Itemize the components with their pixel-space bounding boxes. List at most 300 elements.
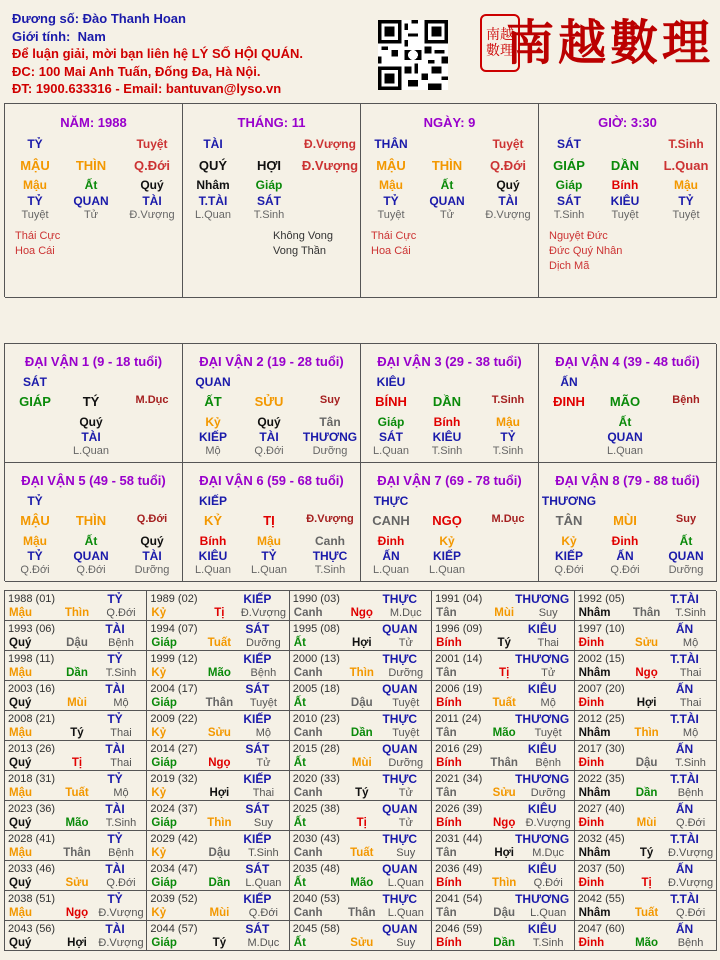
year-life-stage: Tử (398, 817, 413, 829)
year-branch: Dậu (208, 847, 231, 859)
year-label: 2006 (19) (435, 683, 483, 695)
pillar-cell: THÂN (374, 137, 408, 151)
dai-van-title: ĐẠI VẬN 5 (49 - 58 tuổi) (21, 473, 166, 488)
year-god: QUAN (382, 802, 418, 816)
year-life-stage: Đ.Vượng (667, 877, 714, 889)
year-life-stage: Tuyệt (534, 727, 562, 739)
year-life-stage: Q.Đới (106, 607, 136, 619)
year-label: 2027 (40) (577, 803, 625, 815)
dai-van-life: Q.Đới (610, 564, 640, 576)
year-god: T.TÀI (670, 772, 699, 786)
year-stem: Bính (436, 757, 462, 769)
pillar-star: Thái Cực (371, 230, 417, 242)
year-cell (5, 861, 147, 891)
year-branch: Mão (207, 667, 231, 679)
year-branch: Tuất (65, 787, 89, 799)
year-label: 2020 (33) (292, 773, 340, 785)
year-cell (147, 831, 289, 861)
pillar-cell: Đ.Vượng (301, 158, 359, 173)
year-stem: Ất (293, 757, 306, 769)
dai-van-life: T.Sinh (492, 445, 524, 457)
year-stem: Nhâm (578, 607, 611, 619)
year-label: 1988 (01) (8, 593, 56, 605)
gender-label: Giới tính: (12, 28, 71, 44)
pillar-2 (361, 104, 539, 298)
pillar-title: NĂM: 1988 (60, 115, 127, 130)
dai-van-hidden-god: TỶ (261, 549, 277, 563)
year-label: 2031 (44) (435, 833, 483, 845)
dai-van-life: Q.Đới (554, 564, 584, 576)
year-label: 2046 (59) (435, 923, 483, 935)
pillar-cell: Tử (439, 209, 455, 221)
year-stem: Tân (436, 727, 457, 739)
year-label: 1990 (03) (292, 593, 340, 605)
year-cell (575, 801, 717, 831)
dai-van-status: Suy (675, 513, 697, 525)
year-branch: Tý (497, 637, 511, 649)
year-label: 1991 (04) (435, 593, 483, 605)
year-branch: Dậu (635, 757, 658, 769)
year-branch: Tị (499, 667, 510, 679)
year-cell (432, 681, 574, 711)
year-branch: Thìn (634, 727, 659, 739)
year-cell (147, 861, 289, 891)
year-label: 2043 (56) (8, 923, 56, 935)
dai-van-hidden: Kỷ (205, 415, 221, 429)
year-branch: Tý (212, 937, 227, 949)
pillar-cell: QUAN (73, 194, 109, 208)
year-branch: Tị (356, 817, 367, 829)
year-stem: Quý (9, 697, 32, 709)
year-god: KIÊU (527, 742, 557, 756)
year-god: TỶ (107, 772, 123, 786)
dai-van-hidden: Kỷ (439, 534, 455, 548)
year-label: 2039 (52) (150, 893, 198, 905)
year-cell (575, 591, 717, 621)
dai-van-hidden-god: TỶ (27, 549, 43, 563)
pillar-0 (5, 104, 183, 298)
year-cell (432, 651, 574, 681)
year-god: ẤN (675, 922, 694, 936)
year-label: 2045 (58) (292, 923, 340, 935)
year-stem: Kỷ (151, 787, 167, 799)
year-label: 2018 (31) (8, 773, 56, 785)
year-label: 2013 (26) (8, 743, 56, 755)
year-life-stage: Đ.Vượng (240, 607, 286, 619)
dai-van-chi: DẦN (432, 394, 462, 409)
dai-van-chi: SỬU (254, 394, 284, 409)
pillar-cell: Tuyệt (136, 137, 168, 151)
pillar-cell: Q.Đới (134, 158, 170, 173)
year-branch: Thân (348, 907, 376, 919)
dai-van-hidden-god: KIẾP (432, 549, 461, 563)
pillar-title: NGÀY: 9 (423, 115, 476, 130)
year-label: 2003 (16) (8, 683, 56, 695)
year-god: SÁT (245, 922, 270, 936)
year-label: 2026 (39) (435, 803, 483, 815)
year-cell (147, 651, 289, 681)
year-cell (290, 591, 432, 621)
year-life-stage: L.Quan (387, 877, 424, 889)
year-life-stage: Dưỡng (530, 787, 566, 799)
dai-van-hidden-god: TÀI (142, 549, 162, 563)
year-branch: Tuất (350, 847, 374, 859)
year-cell (290, 771, 432, 801)
year-stem: Kỷ (151, 667, 167, 679)
year-branch: Tuất (492, 697, 516, 709)
dai-van-chi: NGỌ (432, 513, 462, 528)
year-cell (290, 651, 432, 681)
year-label: 2007 (20) (577, 683, 625, 695)
pillar-cell: SÁT (557, 194, 581, 208)
year-label: 1994 (07) (150, 623, 198, 635)
pillar-cell: Ất (84, 178, 98, 192)
year-cell (5, 741, 147, 771)
year-life-stage: Thai (110, 727, 132, 739)
year-label: 2009 (22) (150, 713, 198, 725)
year-life-stage: Thai (252, 787, 275, 799)
year-branch: Mão (350, 877, 374, 889)
pillar-cell: THÌN (431, 158, 463, 173)
year-stem: Canh (293, 787, 323, 799)
year-life-stage: Thai (679, 667, 702, 679)
pillar-cell: GIÁP (553, 158, 585, 173)
year-branch: Ngọ (65, 907, 89, 919)
year-life-stage: Đ.Vượng (98, 937, 144, 949)
year-branch: Thìn (207, 817, 232, 829)
year-branch: Tý (355, 787, 369, 799)
year-branch: Tý (639, 847, 654, 859)
pillar-1 (183, 104, 361, 298)
year-stem: Đinh (578, 757, 605, 769)
year-label: 2017 (30) (577, 743, 625, 755)
pillar-cell: L.Quan (194, 209, 232, 221)
year-cell (290, 741, 432, 771)
year-cell (147, 771, 289, 801)
pillar-star: Thái Cực (15, 230, 61, 242)
year-stem: Canh (293, 847, 323, 859)
year-cell (5, 711, 147, 741)
year-life-stage: Tuyệt (392, 697, 420, 709)
year-branch: Ngọ (492, 817, 516, 829)
year-stem: Quý (9, 937, 32, 949)
year-branch: Hợi (636, 697, 657, 709)
pillar-cell: Quý (140, 178, 164, 192)
year-life-stage: Tuyệt (249, 697, 277, 709)
dai-van-life: Q.Đới (254, 445, 284, 457)
dai-van-title: ĐẠI VẬN 4 (39 - 48 tuổi) (555, 354, 700, 369)
year-god: THƯƠNG (515, 652, 570, 666)
year-cell (575, 861, 717, 891)
dai-van-life: L.Quan (250, 564, 288, 576)
year-label: 2035 (48) (292, 863, 340, 875)
year-stem: Kỷ (151, 847, 167, 859)
year-life-stage: Mộ (255, 727, 272, 739)
pillar-cell: Giáp (555, 178, 583, 192)
year-stem: Ất (293, 937, 306, 949)
year-god: THƯƠNG (515, 712, 570, 726)
dai-van-title: ĐẠI VẬN 1 (9 - 18 tuổi) (24, 354, 163, 369)
year-god: ẤN (675, 802, 694, 816)
year-god: QUAN (382, 622, 418, 636)
year-branch: Sửu (635, 637, 659, 649)
dai-van-hidden: Ất (84, 534, 98, 548)
year-god: THỰC (382, 652, 418, 666)
year-cell (432, 591, 574, 621)
year-god: THỰC (382, 772, 418, 786)
pillar-star-secondary: Không Vong (273, 230, 333, 242)
year-stem: Bính (436, 937, 462, 949)
dai-van-can: BÍNH (375, 394, 407, 409)
year-label: 1992 (05) (577, 593, 625, 605)
year-god: SÁT (245, 862, 270, 876)
year-stem: Tân (436, 787, 457, 799)
year-branch: Dần (350, 727, 373, 739)
pillar-cell: Tuyệt (377, 209, 405, 221)
pillar-cell: Mậu (379, 178, 403, 192)
year-branch: Sửu (492, 787, 516, 799)
year-stem: Đinh (578, 637, 605, 649)
dai-van-7 (361, 463, 539, 582)
pillar-cell: Mậu (674, 178, 698, 192)
year-stem: Kỷ (151, 907, 167, 919)
year-label: 2016 (29) (435, 743, 483, 755)
pillar-cell: Đ.Vượng (129, 209, 175, 221)
pillar-title: THÁNG: 11 (237, 115, 306, 130)
year-stem: Canh (293, 907, 323, 919)
year-god: TÀI (105, 682, 125, 696)
year-label: 2011 (24) (435, 713, 482, 725)
year-cell (5, 651, 147, 681)
year-cell (575, 621, 717, 651)
pillar-star: Hoa Cái (15, 245, 55, 257)
year-god: ẤN (675, 862, 694, 876)
year-cell (5, 621, 147, 651)
year-label: 2004 (17) (150, 683, 198, 695)
dai-van-hidden: Mậu (496, 415, 520, 429)
year-branch: Dậu (493, 907, 516, 919)
year-branch: Tị (214, 607, 225, 619)
year-stem: Giáp (151, 697, 177, 709)
year-life-stage: Dưỡng (388, 667, 424, 679)
year-cell (575, 891, 717, 921)
year-stem: Bính (436, 697, 462, 709)
year-label: 2032 (45) (577, 833, 625, 845)
year-stem: Giáp (151, 937, 177, 949)
year-god: KIẾP (243, 592, 272, 606)
year-god: TÀI (105, 802, 125, 816)
pillar-cell: SÁT (557, 137, 581, 151)
pillar-cell: Q.Đới (490, 158, 526, 173)
year-cell (147, 621, 289, 651)
dai-van-can: ĐINH (553, 394, 585, 409)
dai-van-hidden: Giáp (377, 415, 405, 429)
year-cell (5, 591, 147, 621)
year-life-stage: M.Dục (389, 607, 422, 619)
contact-line: Để luận giải, mời bạn liên hệ LÝ SỐ HỘI QUÁN. (12, 46, 303, 61)
qr-code-icon (378, 20, 448, 90)
dai-van-status: M.Dục (135, 394, 169, 406)
dai-van-god: ẤN (560, 375, 578, 389)
year-branch: Thân (63, 847, 91, 859)
year-label: 2021 (34) (435, 773, 483, 785)
year-life-stage: Tử (398, 637, 413, 649)
year-branch: Dần (635, 787, 658, 799)
dai-van-can: GIÁP (19, 394, 51, 409)
year-life-stage: Thai (110, 757, 132, 769)
year-cell (5, 921, 147, 951)
year-branch: Thìn (64, 607, 90, 619)
year-stem: Canh (293, 727, 323, 739)
year-cell (575, 651, 717, 681)
dai-van-title: ĐẠI VẬN 8 (79 - 88 tuổi) (555, 473, 700, 488)
year-label: 2047 (60) (577, 923, 625, 935)
year-branch: Mùi (636, 817, 657, 829)
year-cell (147, 891, 289, 921)
year-stem: Quý (9, 637, 32, 649)
dai-van-grid (4, 343, 716, 581)
pillar-cell: KIÊU (610, 194, 640, 208)
year-label: 2028 (41) (8, 833, 56, 845)
year-god: KIÊU (527, 622, 557, 636)
dai-van-god: SÁT (23, 375, 47, 389)
year-branch: Dậu (66, 637, 88, 649)
year-branch: Mùi (67, 697, 87, 709)
year-cell (432, 831, 574, 861)
year-stem: Mậu (9, 727, 32, 739)
year-cell (5, 891, 147, 921)
pillar-cell: QUAN (429, 194, 465, 208)
pillar-cell: T.Sinh (553, 209, 585, 221)
dai-van-life: T.Sinh (314, 564, 346, 576)
year-label: 2000 (13) (292, 653, 340, 665)
pillar-cell: SÁT (257, 194, 281, 208)
year-life-stage: L.Quan (387, 907, 424, 919)
dai-van-can: KỶ (203, 513, 223, 528)
year-branch: Thân (490, 757, 518, 769)
year-cell (575, 711, 717, 741)
year-cell (147, 741, 289, 771)
dai-van-hidden: Đinh (611, 534, 639, 548)
year-branch: Sửu (207, 727, 231, 739)
year-branch: Tuất (207, 637, 232, 649)
year-label: 2029 (42) (150, 833, 198, 845)
dai-van-hidden-god: THỰC (312, 549, 348, 563)
year-label: 2024 (37) (150, 803, 198, 815)
year-cell (147, 591, 289, 621)
four-pillars (4, 103, 716, 297)
year-stem: Tân (436, 847, 457, 859)
dai-van-hidden: Quý (257, 415, 281, 429)
year-stem: Mậu (9, 787, 32, 799)
year-cell (432, 891, 574, 921)
year-stem: Quý (9, 817, 32, 829)
year-label: 1995 (08) (292, 623, 340, 635)
year-branch: Hợi (351, 637, 372, 649)
year-cell (5, 801, 147, 831)
dai-van-hidden-god: SÁT (379, 430, 403, 444)
year-life-stage: M.Dục (247, 937, 280, 949)
year-god: QUAN (382, 922, 418, 936)
pillar-cell: T.Sinh (253, 209, 285, 221)
year-label: 2044 (57) (150, 923, 198, 935)
year-god: SÁT (245, 682, 270, 696)
year-label: 2042 (55) (577, 893, 625, 905)
year-stem: Giáp (151, 817, 177, 829)
dai-van-hidden-god: ẤN (616, 549, 634, 563)
year-stem: Bính (436, 877, 462, 889)
year-branch: Thân (632, 607, 661, 619)
year-god: KIẾP (243, 832, 272, 846)
year-life-stage: Tử (398, 787, 413, 799)
pillar-cell: MẬU (20, 158, 50, 173)
year-life-stage: Bệnh (677, 937, 704, 949)
year-label: 2008 (21) (8, 713, 56, 725)
year-label: 2001 (14) (435, 653, 483, 665)
year-label: 2023 (36) (8, 803, 56, 815)
year-life-stage: Đ.Vượng (667, 847, 714, 859)
year-stem: Bính (436, 817, 462, 829)
year-cell (575, 921, 717, 951)
pillar-3 (539, 104, 717, 298)
dai-van-god: KIÊU (376, 375, 406, 389)
pillar-cell: Tuyệt (611, 209, 639, 221)
year-life-stage: Bệnh (108, 637, 134, 649)
dai-van-status: Suy (319, 394, 341, 406)
year-god: SÁT (245, 622, 270, 636)
year-stem: Tân (436, 607, 457, 619)
dai-van-god: QUAN (195, 375, 231, 389)
dai-van-hidden: Mậu (257, 534, 281, 548)
year-life-stage: T.Sinh (675, 757, 706, 769)
year-life-stage: T.Sinh (105, 817, 137, 829)
year-life-stage: T.Sinh (675, 607, 706, 619)
dai-van-can: MẬU (20, 513, 50, 528)
dai-van-hidden: Ất (618, 415, 632, 429)
pillar-cell: DẦN (610, 158, 640, 173)
year-life-stage: L.Quan (530, 907, 567, 919)
dai-van-god: KIẾP (198, 494, 227, 508)
year-label: 2037 (50) (577, 863, 625, 875)
annual-luck-table (4, 590, 716, 951)
year-stem: Tân (436, 667, 457, 679)
year-label: 2030 (43) (292, 833, 340, 845)
year-branch: Sửu (350, 937, 374, 949)
dai-van-hidden-god: KIÊU (198, 549, 228, 563)
pillar-cell: Giáp (255, 178, 283, 192)
year-branch: Dần (493, 937, 516, 949)
dai-van-status: Bệnh (672, 394, 700, 406)
pillar-cell: T.Sinh (668, 137, 704, 151)
year-branch: Ngọ (635, 667, 658, 679)
pillar-cell: L.Quan (663, 158, 709, 173)
year-life-stage: Bệnh (535, 757, 562, 769)
year-stem: Quý (9, 877, 32, 889)
dai-van-life: L.Quan (72, 445, 110, 457)
year-branch: Dần (66, 667, 88, 679)
year-life-stage: Dưỡng (246, 637, 281, 649)
pillar-cell: MẬU (376, 158, 406, 173)
dai-van-1 (5, 344, 183, 463)
year-branch: Mão (492, 727, 516, 739)
dai-van-6 (183, 463, 361, 582)
name-label: Đương số: (12, 11, 80, 26)
dai-van-status: M.Dục (491, 513, 525, 525)
dai-van-title: ĐẠI VẬN 3 (29 - 38 tuổi) (377, 354, 522, 369)
dai-van-2 (183, 344, 361, 463)
dai-van-5 (5, 463, 183, 582)
year-stem: Giáp (151, 877, 177, 889)
